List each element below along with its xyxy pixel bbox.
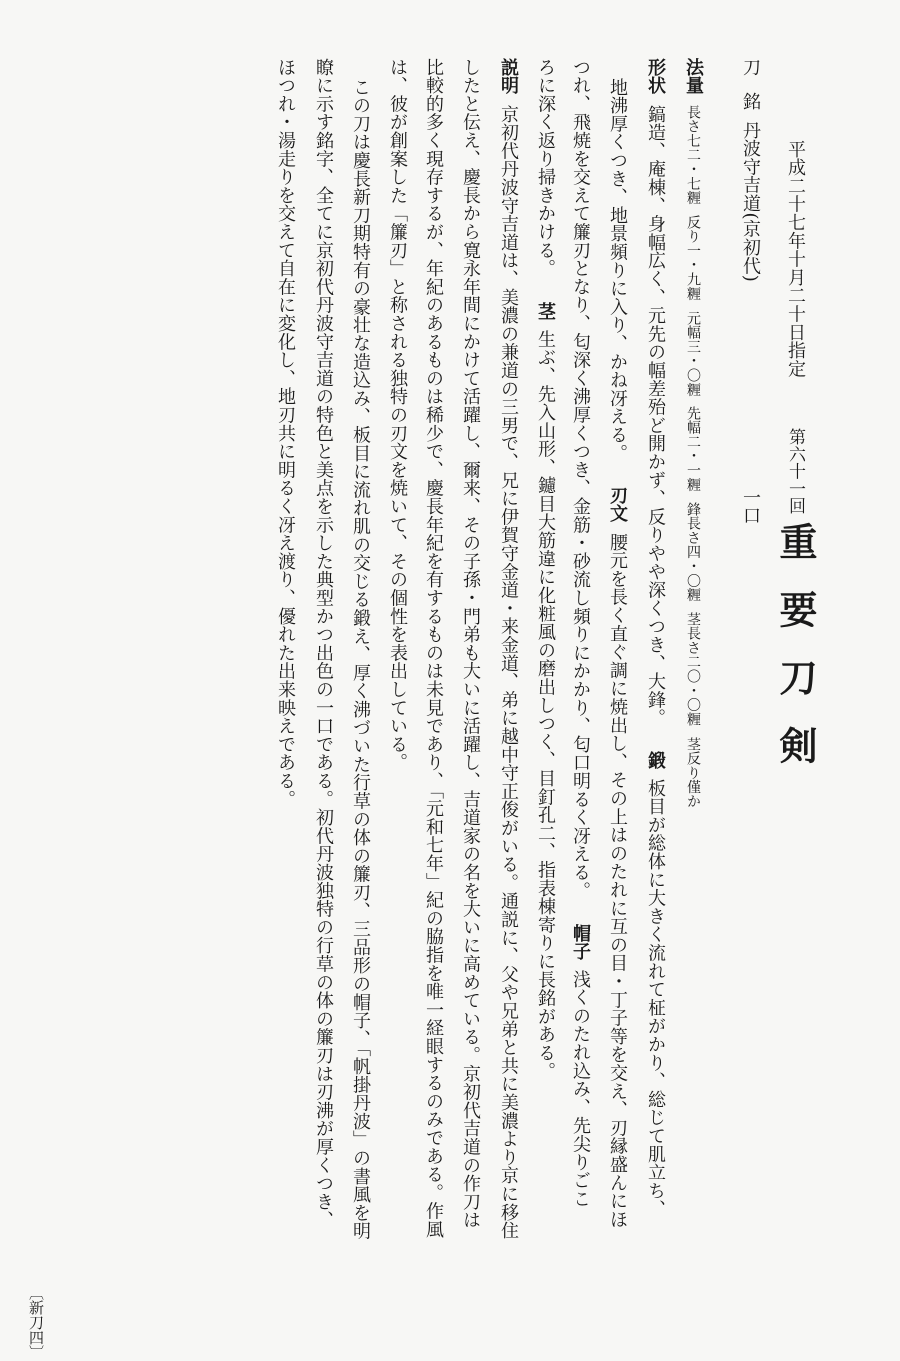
item-count: 一口 <box>740 488 761 525</box>
text-column <box>644 58 666 1218</box>
measurement-nakago-curvature: 茎反り僅か <box>685 736 701 809</box>
sword-line <box>739 58 761 282</box>
mei-label: 銘 <box>740 92 761 111</box>
kitae-label: 鍛 <box>645 750 666 770</box>
text-column <box>606 78 628 1228</box>
page-section-label: 〔新刀四〕 <box>27 1285 45 1360</box>
measurement-length: 長さ七二・七糎 <box>685 104 701 205</box>
kitae-text-cont: 地沸厚くつき、地景頻りに入り、かね冴える。 <box>607 78 628 463</box>
setsumei-line: 比較的多く現存するが、年紀のあるものは稀少で、慶長年紀を有するものは未見であり、「元和七年」紀の脇指を唯一経眼するのみである。作風 <box>423 58 444 1239</box>
session-number: 第六十一回 <box>785 428 805 515</box>
measurement-tip-width: 先幅二・一糎 <box>685 406 701 493</box>
designation-date: 平成二十七年十月二十日指定 <box>785 140 806 378</box>
hamon-text: 腰元を長く直ぐ調に焼出し、その上はのたれに互の目・丁子等を交え、刃縁盛んにほ <box>607 532 628 1229</box>
nakago-text: 生ぶ、先入山形、鑢目大筋違に化粧風の磨出しつく、目釘孔二、指表棟寄りに長銘がある。 <box>535 329 556 1081</box>
kitae-text: 板目が総体に大きく流れて柾がかり、総じて肌立ち、 <box>645 779 666 1219</box>
keijou-text: 鎬造、庵棟、身幅広く、元先の幅差殆ど開かず、反りやや深くつき、大鋒。 <box>645 104 666 727</box>
setsumei-line: 京初代丹波守吉道は、美濃の兼道の三男で、兄に伊賀守金道・来金道、弟に越中守正俊がいる。通説に、父や兄弟と共に美濃より京に移住 <box>498 104 519 1240</box>
nakago-label: 茎 <box>535 301 556 320</box>
houryou-label: 法量 <box>683 58 704 95</box>
text-column <box>497 58 519 1239</box>
setsumei-line: この刀は慶長新刀期特有の豪壮な造込み、板目に流れ肌の交じる鍛え、厚く沸づいた行草の体の簾刃、三品形の帽子、「帆掛丹波」の書風を明 <box>350 78 371 1241</box>
keijou-label: 形状 <box>645 58 666 95</box>
boushi-text: 浅くのたれ込み、先尖りごこ <box>570 970 591 1209</box>
text-column <box>534 58 556 1080</box>
setsumei-line: 瞭に示す銘字、全てに京初代丹波守吉道の特色と美点を示した典型かつ出色の一口である。初代丹波独特の行草の体の簾刃は刃沸が厚くつき、 <box>313 58 334 1230</box>
hamon-text-cont: つれ、飛焼を交えて簾刃となり、匂深く沸厚くつき、金筋・砂流し頻りにかかり、匂口明るく冴える。 <box>570 58 591 900</box>
setsumei-line: は、彼が創案した「簾刃」と称される独特の刃文を焼いて、その個性を表出している。 <box>387 58 408 772</box>
text-column <box>569 58 591 1208</box>
sword-type: 刀 <box>740 58 761 77</box>
page-title: 重要刀剣 <box>773 522 818 794</box>
hamon-label: 刃文 <box>607 486 628 523</box>
setsumei-label: 説明 <box>498 58 519 95</box>
setsumei-line: ほつれ・湯走りを交えて自在に変化し、地刃共に明るく冴え渡り、優れた出来映えである。 <box>275 58 296 809</box>
mei-text: 丹波守吉道(京初代) <box>740 120 761 282</box>
measurements-line <box>682 58 704 808</box>
measurement-nakago-length: 茎長さ二〇・〇糎 <box>685 612 701 727</box>
measurement-curvature: 反り一・九糎 <box>685 214 701 301</box>
measurement-kissaki-length: 鋒長さ四・〇糎 <box>685 502 701 603</box>
boushi-text-cont: ろに深く返り掃きかける。 <box>535 58 556 278</box>
measurement-base-width: 元幅三・〇糎 <box>685 310 701 397</box>
boushi-label: 帽子 <box>570 923 591 961</box>
setsumei-line: したと伝え、慶長から寛永年間にかけて活躍し、爾来、その子孫・門弟も大いに活躍し、吉道家の名を大いに高めている。京初代吉道の作刀は <box>460 58 481 1230</box>
